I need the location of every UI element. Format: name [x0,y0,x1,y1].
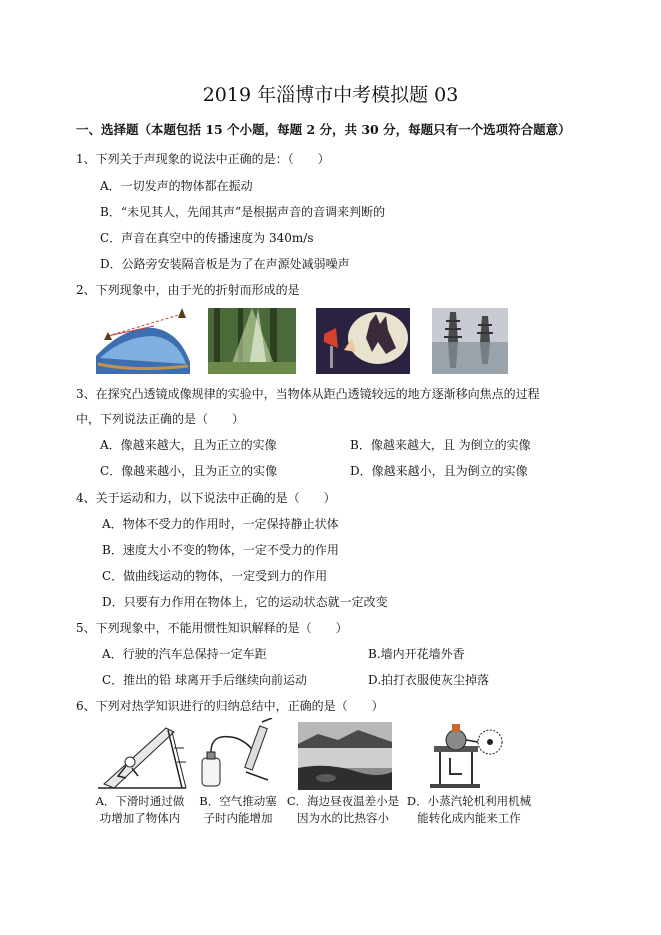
question-1-option-a: A．一切发声的物体都在振动 [100,179,253,193]
question-1-stem: 1、下列关于声现象的说法中正确的是：（ ） [76,152,330,166]
caption-a [82,793,198,827]
caption-c-line-1: C．海边昼夜温差小是 [286,794,400,808]
question-5-option-b: B.墙内开花墙外香 [368,647,465,661]
question-1-option-d: D．公路旁安装隔音板是为了在声源处减弱噪声 [100,257,350,271]
question-4-option-b: B．速度大小不变的物体，一定不受力的作用 [102,543,339,557]
question-3-option-c: C．像越来越小，且为正立的实像 [100,464,278,478]
question-3-stem-line-1: 3、在探究凸透镜成像规律的实验中，当物体从距凸透镜较远的地方逐渐移向焦点的过程 [76,387,540,401]
caption-d-line-2: 能转化成内能来工作 [417,811,521,825]
question-4-option-c: C．做曲线运动的物体，一定受到力的作用 [102,569,328,583]
caption-c [276,793,410,827]
question-1-option-b: B．“未见其人，先闻其声”是根据声音的音调来判断的 [100,205,386,219]
caption-c-line-2: 因为水的比热容小 [297,811,389,825]
question-4-stem: 4、关于运动和力，以下说法中正确的是（ ） [76,491,336,505]
air-pump-bottle-picture [196,718,280,792]
question-3-option-b: B．像越来越大，且 为倒立的实像 [350,438,531,452]
caption-b-line-2: 子时内能增加 [203,811,273,825]
pagoda-reflection-picture [432,308,508,374]
question-4-option-a: A．物体不受力的作用时，一定保持静止状体 [102,517,339,531]
forest-light-rays-picture [208,308,296,374]
caption-a-line-2: 功增加了物体内 [99,811,181,825]
section-heading: 一、选择题（本题包括 15 个小题，每题 2 分，共 30 分，每题只有一个选项符合题意） [76,122,571,137]
caption-d [400,793,538,827]
seaside-picture [298,722,392,790]
shadow-puppet-picture [316,308,410,374]
caption-d-line-1: D．小蒸汽轮机利用机械 [406,794,532,808]
caption-a-line-1: A．下滑时通过做 [95,794,185,808]
steam-turbine-picture [410,718,520,792]
question-5-option-d: D.拍打衣服使灰尘掉落 [368,673,490,687]
slide-picture [96,718,188,792]
question-3-option-a: A．像越来越大，且为正立的实像 [100,438,277,452]
question-4-option-d: D．只要有力作用在物体上，它的运动状态就一定改变 [102,595,388,609]
question-5-option-a: A．行驶的汽车总保持一定车距 [102,647,267,661]
page-title: 2019 年淄博市中考模拟题 03 [202,84,459,106]
question-6-stem: 6、下列对热学知识进行的归纳总结中，正确的是（ ） [76,699,384,713]
question-5-option-c: C．推出的铅 球离开手后继续向前运动 [102,673,307,687]
mirage-picture [94,306,192,374]
question-3-option-d: D．像越来越小，且为倒立的实像 [350,464,528,478]
question-2-stem: 2、下列现象中，由于光的折射而形成的是 [76,283,300,297]
question-5-stem: 5、下列现象中，不能用惯性知识解释的是（ ） [76,621,348,635]
caption-b-line-1: B．空气推动塞 [199,794,277,808]
question-3-stem-line-2: 中，下列说法正确的是（ ） [76,412,245,426]
question-1-option-c: C．声音在真空中的传播速度为 340m/s [100,231,314,245]
